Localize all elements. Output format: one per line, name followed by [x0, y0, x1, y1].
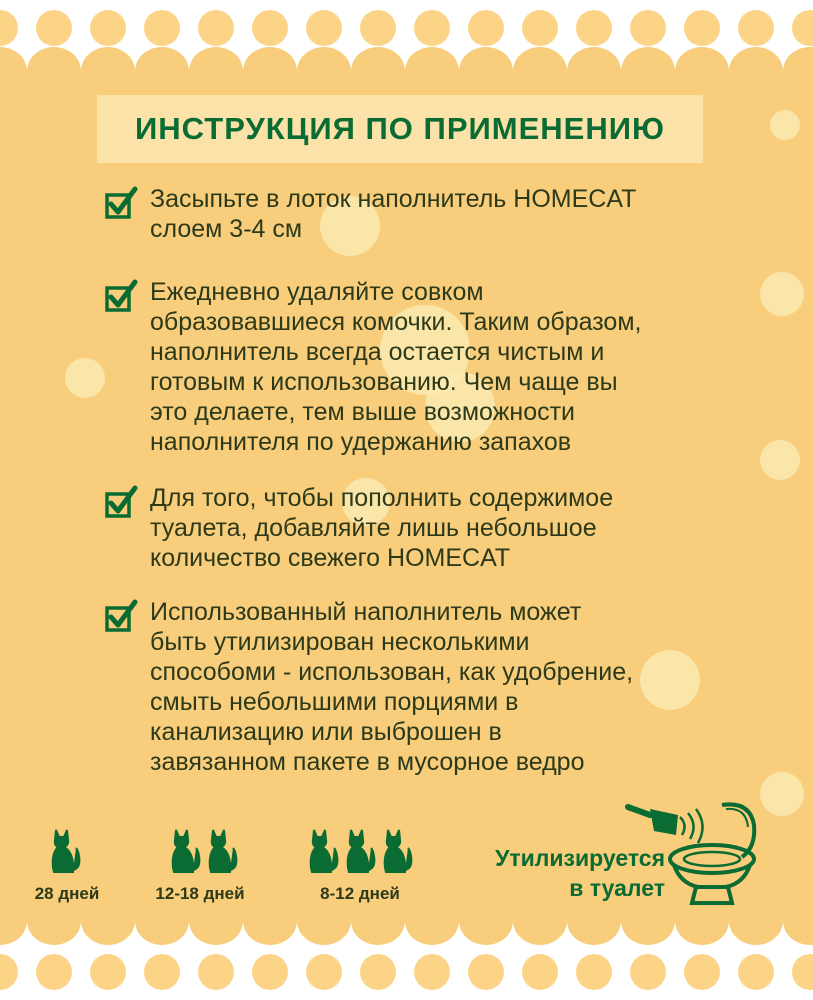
decor-dot [576, 954, 612, 990]
checkbox-check-icon [104, 485, 138, 519]
instruction-item [104, 597, 724, 787]
decor-dot [414, 954, 450, 990]
checkbox-check-icon [104, 599, 138, 633]
decor-dot [144, 954, 180, 990]
bottom-decorative-band [0, 922, 813, 1000]
title-banner [97, 95, 703, 163]
scallop-edge-bottom [0, 922, 813, 951]
instruction-text: Для того, чтобы пополнить содержимое туалета, добавляйте лишь небольшое количество свежего HOMECAT [150, 484, 614, 572]
decor-dot [738, 954, 774, 990]
instruction-item [104, 184, 724, 254]
decor-dot [792, 954, 813, 990]
cat-icon [341, 826, 377, 874]
decor-bubble [65, 358, 105, 398]
cat-group-label: 8-12 дней [320, 884, 400, 903]
decor-dot [0, 954, 18, 990]
decor-bubble [770, 110, 800, 140]
decor-dot [36, 954, 72, 990]
decor-dot [522, 954, 558, 990]
cat-group-label: 28 дней [34, 884, 100, 903]
checkbox-check-icon [104, 186, 138, 220]
decor-dot [360, 954, 396, 990]
instruction-text: Засыпьте в лоток наполнитель HOMECAT слоем 3-4 см [150, 185, 637, 243]
toilet-icon [620, 795, 770, 907]
cat-icon [378, 826, 414, 874]
decor-dot [468, 954, 504, 990]
cat-icon [166, 826, 202, 874]
instruction-text: Ежедневно удаляйте совком образовавшиеся комочки. Таким образом, наполнитель всегда остается чистым и готовым к использованию. Чем чаще вы это делаете, тем выше возможности наполнителя по удержанию запахов [150, 278, 642, 456]
cat-icon [46, 826, 82, 874]
cat-icon [304, 826, 340, 874]
scoop-icon [628, 807, 703, 843]
decor-dot [90, 954, 126, 990]
instruction-item [104, 277, 724, 467]
page-title: ИНСТРУКЦИЯ ПО ПРИМЕНЕНИЮ [135, 111, 665, 146]
instruction-item [104, 483, 724, 583]
decor-bubble [760, 440, 800, 480]
cat-group-label: 12-18 дней [155, 884, 245, 903]
decor-dot [630, 954, 666, 990]
toilet-disposal-label: Утилизируется в туалет [495, 845, 665, 901]
checkbox-check-icon [104, 279, 138, 313]
top-decorative-band [0, 0, 813, 70]
cat-icon [203, 826, 239, 874]
decor-dot [198, 954, 234, 990]
decor-bubble [760, 272, 804, 316]
scallop-edge-top [0, 41, 813, 70]
decor-dot [684, 954, 720, 990]
instruction-text: Использованный наполнитель может быть утилизирован несколькими способоми - использован, как удобрение, смыть небольшими порциями в канализацию или выброшен в завязанном пакете в мусорное ведро [150, 598, 634, 776]
decor-dot [252, 954, 288, 990]
decor-dot [306, 954, 342, 990]
